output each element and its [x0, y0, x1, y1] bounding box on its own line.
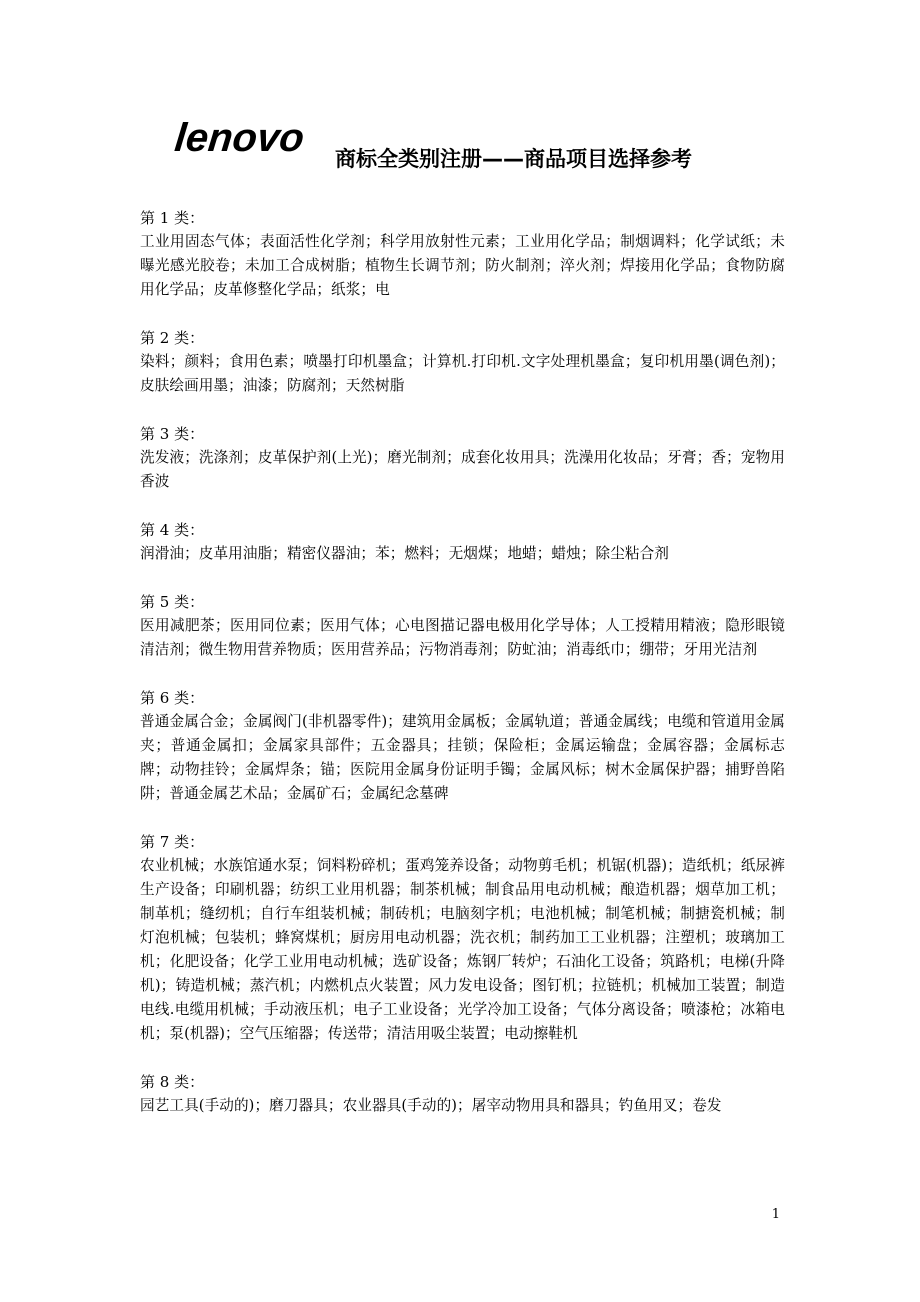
lenovo-logo: lenovo — [172, 116, 307, 160]
class-heading: 第 3 类： — [140, 425, 205, 443]
class-heading: 第 1 类： — [140, 209, 205, 227]
class-section — [140, 590, 785, 662]
class-section — [140, 206, 785, 302]
document-header — [172, 116, 815, 178]
class-goods-list: 普通金属合金；金属阀门(非机器零件)；建筑用金属板；金属轨道；普通金属线；电缆和管道用金属夹；普通金属扣；金属家具部件；五金器具；挂锁；保险柜；金属运输盘；金属容器；金属标志牌；动物挂铃；金属焊条；锚；医院用金属身份证明手镯；金属风标；树木金属保护器；捕野兽陷阱；普通金属艺术品；金属矿石；金属纪念墓碑 — [140, 713, 785, 802]
class-goods-list: 洗发液；洗涤剂；皮革保护剂(上光)；磨光制剂；成套化妆用具；洗澡用化妆品；牙膏；香；宠物用香波 — [140, 449, 785, 490]
class-section — [140, 326, 785, 398]
class-goods-list: 染料；颜料；食用色素；喷墨打印机墨盒；计算机.打印机.文字处理机墨盒；复印机用墨(调色剂)；皮肤绘画用墨；油漆；防腐剂；天然树脂 — [140, 353, 785, 394]
class-heading: 第 7 类： — [140, 833, 205, 851]
class-goods-list: 农业机械；水族馆通水泵；饲料粉碎机；蛋鸡笼养设备；动物剪毛机；机锯(机器)；造纸机；纸尿裤生产设备；印刷机器；纺织工业用机器；制茶机械；制食品用电动机械；酿造机器；烟草加工机；制革机；缝纫机；自行车组装机械；制砖机；电脑刻字机；电池机械；制笔机械；制搪瓷机械；制灯泡机械；包装机；蜂窝煤机；厨房用电动机器；洗衣机；制药加工工业机器；注塑机；玻璃加工机；化肥设备；化学工业用电动机械；选矿设备；炼钢厂转炉；石油化工设备；筑路机；电梯(升降机)；铸造机械；蒸汽机；内燃机点火装置；风力发电设备；图钉机；拉链机；机械加工装置；制造电线.电缆用机械；手动液压机；电子工业设备；光学冷加工设备；气体分离设备；喷漆枪；冰箱电机；泵(机器)；空气压缩器；传送带；清洁用吸尘装置；电动擦鞋机 — [140, 857, 786, 1042]
class-heading: 第 4 类： — [140, 521, 205, 539]
class-goods-list: 润滑油；皮革用油脂；精密仪器油；苯；燃料；无烟煤；地蜡；蜡烛；除尘粘合剂 — [140, 545, 669, 562]
class-section — [140, 422, 785, 494]
class-heading: 第 8 类： — [140, 1073, 205, 1091]
class-section — [140, 830, 785, 1046]
class-section — [140, 1070, 785, 1118]
class-goods-list: 医用减肥茶；医用同位素；医用气体；心电图描记器电极用化学导体；人工授精用精液；隐形眼镜清洁剂；微生物用营养物质；医用营养品；污物消毒剂；防虻油；消毒纸巾；绷带；牙用光洁剂 — [140, 617, 785, 658]
class-section — [140, 686, 785, 806]
class-heading: 第 2 类： — [140, 329, 205, 347]
page-number: 1 — [771, 1207, 780, 1222]
class-heading: 第 6 类： — [140, 689, 205, 707]
class-section — [140, 518, 785, 566]
class-goods-list: 园艺工具(手动的)；磨刀器具；农业器具(手动的)；屠宰动物用具和器具；钓鱼用叉；卷发 — [140, 1097, 722, 1114]
document-body — [140, 206, 785, 1142]
class-goods-list: 工业用固态气体；表面活性化学剂；科学用放射性元素；工业用化学品；制烟调料；化学试纸；未曝光感光胶卷；未加工合成树脂；植物生长调节剂；防火制剂；淬火剂；焊接用化学品；食物防腐用化学品；皮革修整化学品；纸浆；电 — [140, 233, 785, 298]
class-heading: 第 5 类： — [140, 593, 205, 611]
document-title: 商标全类别注册——商品项目选择参考 — [335, 147, 692, 171]
